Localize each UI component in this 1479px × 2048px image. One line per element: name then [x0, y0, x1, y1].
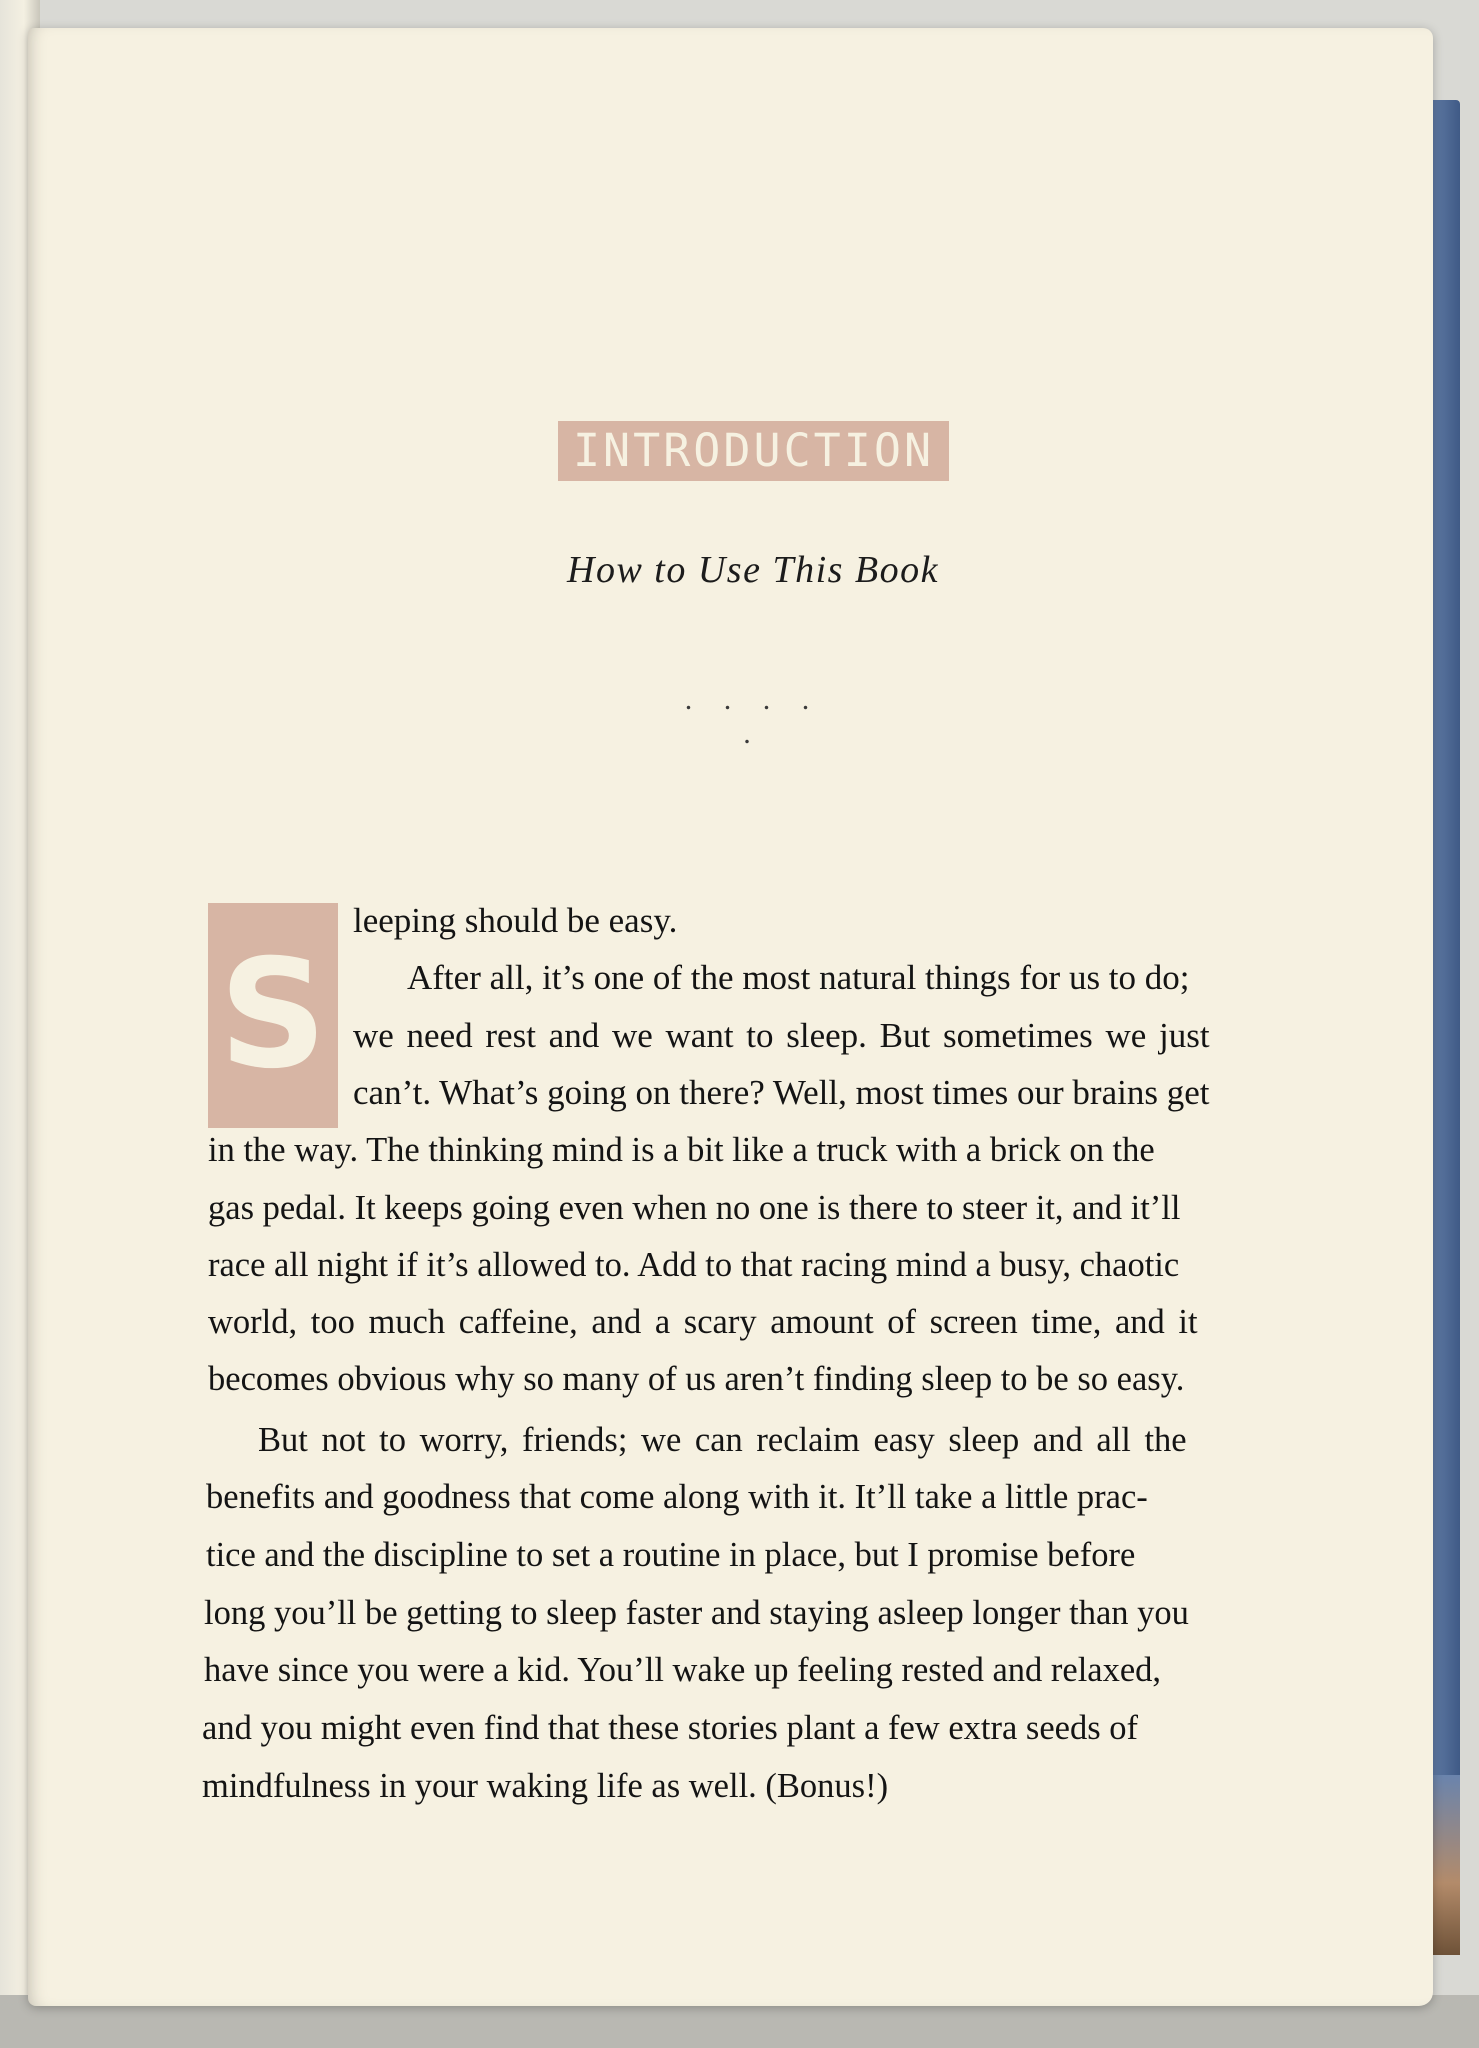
body-line: can’t. What’s going on there? Well, most times our brains get	[353, 1073, 1210, 1112]
section-ornament: . . . . .	[684, 683, 822, 750]
body-line: in the way. The thinking mind is a bit like a truck with a brick on the	[208, 1131, 1155, 1169]
chapter-subtitle: How to Use This Book	[567, 549, 939, 591]
body-line: race all night if it’s allowed to. Add to that racing mind a busy, chaotic	[208, 1246, 1180, 1284]
body-line: tice and the discipline to set a routine in place, but I promise before	[206, 1536, 1136, 1574]
body-line: becomes obvious why so many of us aren’t finding sleep to be so easy.	[208, 1360, 1185, 1398]
body-line: gas pedal. It keeps going even when no one is there to steer it, and it’ll	[208, 1189, 1181, 1227]
body-line: we need rest and we want to sleep. But sometimes we just	[353, 1016, 1210, 1055]
body-line: leeping should be easy.	[353, 901, 678, 940]
body-line: long you’ll be getting to sleep faster and staying asleep longer than you	[204, 1594, 1189, 1632]
body-line: mindfulness in your waking life as well. (Bonus!)	[202, 1767, 889, 1805]
book-page	[28, 28, 1433, 2006]
chapter-label: INTRODUCTION	[558, 421, 949, 481]
drop-cap: S	[208, 903, 338, 1128]
body-line: benefits and goodness that come along with it. It’ll take a little prac-	[206, 1478, 1148, 1516]
body-line: world, too much caffeine, and a scary amount of screen time, and it	[208, 1303, 1198, 1341]
body-line: After all, it’s one of the most natural things for us to do;	[407, 958, 1190, 997]
body-line: But not to worry, friends; we can reclaim easy sleep and all the	[258, 1421, 1187, 1459]
body-line: have since you were a kid. You’ll wake up feeling rested and relaxed,	[204, 1651, 1162, 1689]
body-line: and you might even find that these stories plant a few extra seeds of	[202, 1709, 1139, 1747]
